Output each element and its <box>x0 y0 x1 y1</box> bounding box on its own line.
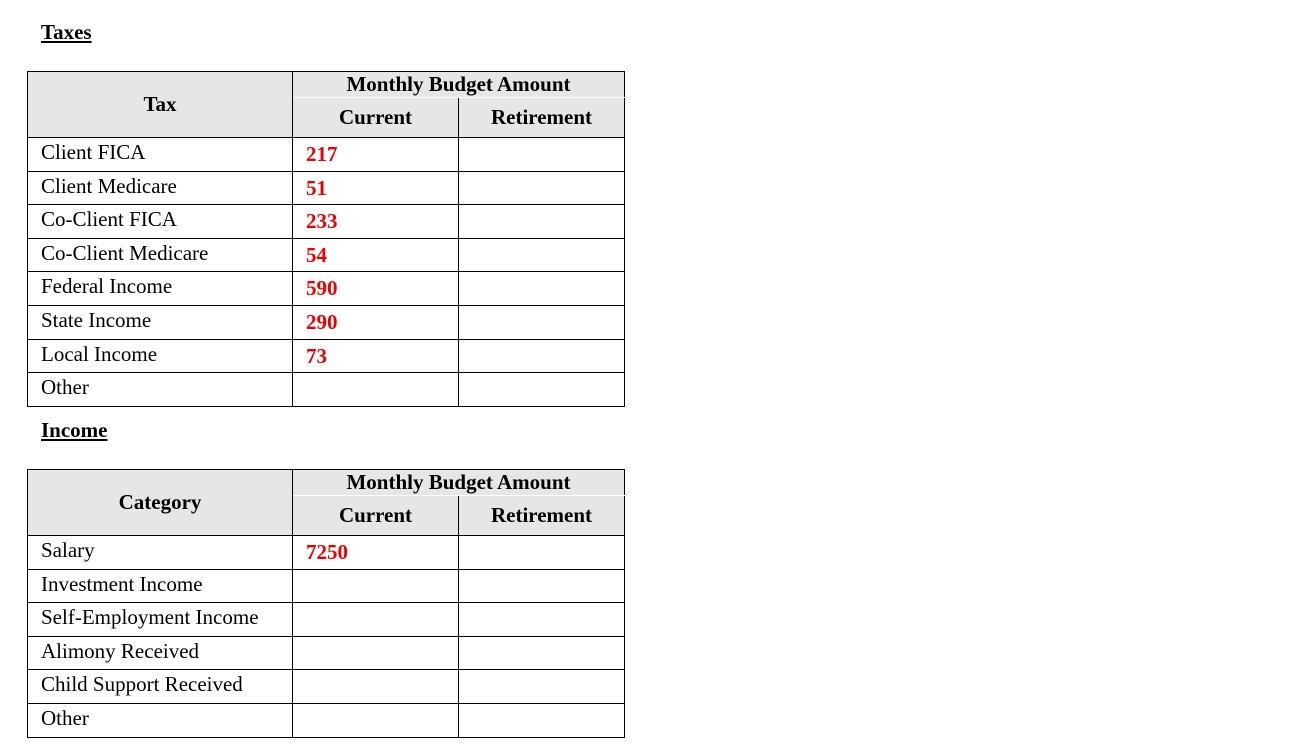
income-table <box>27 469 625 738</box>
table-row <box>28 603 625 637</box>
table-row <box>28 205 625 239</box>
income-current-cell[interactable] <box>293 703 459 737</box>
income-current-cell[interactable]: 7250 <box>293 536 459 570</box>
tax-row-label: Local Income <box>28 339 293 373</box>
taxes-header-monthly-budget: Monthly Budget Amount <box>293 72 625 98</box>
table-row <box>28 305 625 339</box>
tax-current-cell[interactable]: 590 <box>293 272 459 306</box>
tax-row-label: Federal Income <box>28 272 293 306</box>
table-row <box>28 138 625 172</box>
table-row <box>28 536 625 570</box>
income-current-cell[interactable] <box>293 670 459 704</box>
tax-row-label: Client Medicare <box>28 171 293 205</box>
income-retirement-cell[interactable] <box>459 536 625 570</box>
income-current-cell[interactable] <box>293 636 459 670</box>
income-retirement-cell[interactable] <box>459 703 625 737</box>
income-retirement-cell[interactable] <box>459 670 625 704</box>
tax-retirement-cell[interactable] <box>459 305 625 339</box>
income-section-title: Income <box>41 418 108 442</box>
income-current-cell[interactable] <box>293 603 459 637</box>
income-header-retirement: Retirement <box>459 496 625 536</box>
tax-current-cell[interactable]: 73 <box>293 339 459 373</box>
table-row <box>28 171 625 205</box>
tax-current-cell[interactable]: 290 <box>293 305 459 339</box>
tax-retirement-cell[interactable] <box>459 171 625 205</box>
tax-row-label: Co-Client Medicare <box>28 238 293 272</box>
income-row-label: Salary <box>28 536 293 570</box>
income-retirement-cell[interactable] <box>459 636 625 670</box>
taxes-header-retirement: Retirement <box>459 98 625 138</box>
tax-current-cell[interactable]: 54 <box>293 238 459 272</box>
taxes-header-current: Current <box>293 98 459 138</box>
table-row <box>28 238 625 272</box>
income-retirement-cell[interactable] <box>459 569 625 603</box>
income-header-monthly-budget: Monthly Budget Amount <box>293 470 625 496</box>
tax-retirement-cell[interactable] <box>459 339 625 373</box>
table-row <box>28 636 625 670</box>
tax-row-label: State Income <box>28 305 293 339</box>
tax-current-cell[interactable]: 233 <box>293 205 459 239</box>
income-row-label: Child Support Received <box>28 670 293 704</box>
income-header-category: Category <box>28 470 293 536</box>
income-row-label: Alimony Received <box>28 636 293 670</box>
taxes-table <box>27 71 625 407</box>
income-current-cell[interactable] <box>293 569 459 603</box>
tax-current-cell[interactable] <box>293 373 459 407</box>
tax-retirement-cell[interactable] <box>459 205 625 239</box>
income-row-label: Self-Employment Income <box>28 603 293 637</box>
tax-retirement-cell[interactable] <box>459 238 625 272</box>
taxes-section-title: Taxes <box>41 20 92 44</box>
table-row <box>28 703 625 737</box>
income-row-label: Investment Income <box>28 569 293 603</box>
income-retirement-cell[interactable] <box>459 603 625 637</box>
tax-row-label: Co-Client FICA <box>28 205 293 239</box>
table-row <box>28 339 625 373</box>
tax-retirement-cell[interactable] <box>459 373 625 407</box>
tax-row-label: Client FICA <box>28 138 293 172</box>
income-header-current: Current <box>293 496 459 536</box>
tax-retirement-cell[interactable] <box>459 138 625 172</box>
taxes-header-tax: Tax <box>28 72 293 138</box>
tax-current-cell[interactable]: 51 <box>293 171 459 205</box>
income-row-label: Other <box>28 703 293 737</box>
table-row <box>28 670 625 704</box>
tax-row-label: Other <box>28 373 293 407</box>
table-row <box>28 569 625 603</box>
table-row <box>28 272 625 306</box>
tax-retirement-cell[interactable] <box>459 272 625 306</box>
table-row <box>28 373 625 407</box>
tax-current-cell[interactable]: 217 <box>293 138 459 172</box>
